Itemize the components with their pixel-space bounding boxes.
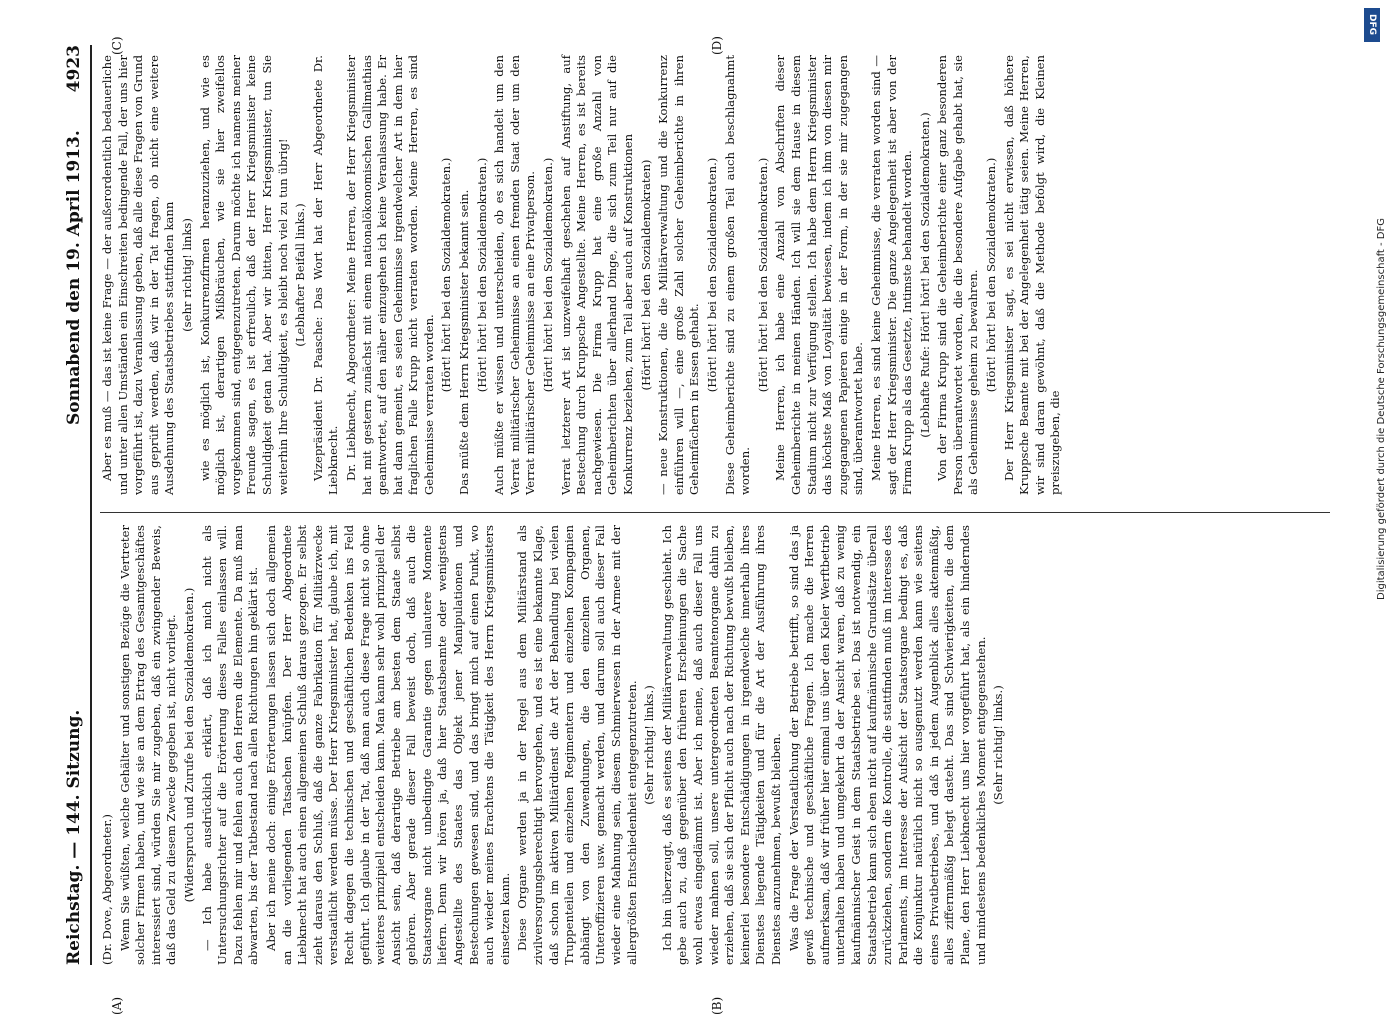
paragraph: Aber es muß — das ist keine Frage — der außerordentlich bedauerliche und unter allen Umständen ein Einschreiten bedingende Fall, der uns hier vorgeführt ist, dazu Veranlassung geben, daß alle diese Fragen von Grund aus geprüft werden, daß wir in der Tat fragen, ob nicht eine weitere Ausdehnung des Staatsbetriebes stattfinden kann xyxy=(100,55,177,495)
margin-mark-a: (A) xyxy=(110,996,124,1015)
paragraph: Meine Herren, ich habe eine Anzahl von Abschriften dieser Geheimberichte in meinen Händen. Ich will sie dem Hause in diesem Stadium nicht zur Verfügung stellen. Ich habe dem Herrn Kriegsminister das höchste Maß von Loyalität bewiesen, indem ich ihm von diesen mir zugegangenen Papieren einige in der Form, in der sie mir zugegangen sind, überantwortet habe. xyxy=(773,55,866,495)
digitization-credit xyxy=(1362,0,1387,1000)
page-number: 4923 xyxy=(64,45,84,93)
paragraph: Auch müßte er wissen und unterscheiden, ob es sich handelt um den Verrat militärischer Geheimnisse an einen fremden Staat oder um den Verrat militärischer Geheimnisse an eine Privatperson. xyxy=(492,55,538,495)
text-column-right xyxy=(100,55,1330,495)
speaker-line: (Dr. Dove, Abgeordneter.) xyxy=(100,814,114,965)
interjection: (Hört! hört! bei den Sozialdemokraten) xyxy=(638,159,653,391)
column-divider xyxy=(100,512,1330,513)
interjection: (sehr richtig! links) xyxy=(179,218,194,332)
paragraph: Aber ich meine doch: einige Erörterungen lassen sich doch allgemein an die vorliegenden Tatsachen knüpfen. Der Herr Abgeordnete Liebknecht hat auch einen allgemeinen Schluß daraus gezogen. Er selbst zieht daraus den Schluß, daß die ganze Fabrikation für Militärzwecke verstaatlicht werden müsse. Der Herr Kriegsminister hat, glaube ich, mit Recht dagegen die technischen und geschäftlichen Bedenken ins Feld geführt. Ich glaube in der Tat, daß man auch diese Frage nicht so ohne weiteres prinzipiell entscheiden kann. Man kann sehr wohl prinzipiell der Ansicht sein, daß derartige Betriebe am besten dem Staate selbst gehören. Aber gerade dieser Fall beweist doch, daß auch die Staatsorgane nicht unbedingte Garantie gegen unlautere Momente liefern. Denn wir hören ja, daß hier Staatsbeamte oder wenigstens Angestellte des Staates das Objekt jener Manipulationen und Bestechungen gewesen sind, und das bringt mich auf einen Punkt, wo auch wieder meines Erachtens die Tätigkeit des Herrn Kriegsministers einsetzen kann. xyxy=(263,525,512,965)
text-column-left xyxy=(100,525,1330,965)
paragraph: Diese Organe werden ja in der Regel aus dem Militärstand als zivilversorgungsberechtigt hervorgehen, und es ist eine bekannte Klage, daß schon im aktiven Militärdienst die Art der Behandlung bei vielen Truppenteilen und einzelnen Regimentern und einzelnen Kompagnien abhängt von den Zuwendungen, die den einzelnen Organen, Unteroffizieren usw. gemacht werden, und darum soll auch dieser Fall wieder eine Mahnung sein, diesem Schmierwesen in der Armee mit der allergrößten Entschiedenheit entgegenzutreten. xyxy=(515,525,639,965)
interjection: (Sehr richtig! links.) xyxy=(642,685,657,805)
paragraph: Das müßte dem Herrn Kriegsminister bekannt sein. xyxy=(457,189,472,495)
interjection: (Lebhafter Beifall links.) xyxy=(293,203,308,347)
paragraph: Wenn Sie wüßten, welche Gehälter und sonstigen Bezüge die Vertreter solcher Firmen haben, und wie sie an dem Ertrag des Gesamtgeschäftes interessiert sind, würden Sie mir zugeben, daß ein zwingender Beweis, daß das Geld zu diesem Zwecke gegeben ist, nicht vorliegt. xyxy=(117,525,179,965)
paragraph: Dr. Liebknecht, Abgeordneter: Meine Herren, der Herr Kriegsminister hat mit gestern zunächst mit einem nationalökonomischen Gallimathias geantwortet, auf den näher einzugehen ich keine Veranlassung habe. Er hat dann gemeint, es seien Geheimnisse irgendwelcher Art in dem hier fraglichen Falle Krupp nicht verraten worden. Meine Herren, es sind Geheimnisse verraten worden. xyxy=(343,55,436,495)
paragraph: Diese Geheimberichte sind zu einem großen Teil auch beschlagnahmt worden. xyxy=(722,55,753,495)
margin-mark-b: (B) xyxy=(710,996,724,1015)
interjection: (Sehr richtig! links.) xyxy=(991,685,1006,805)
margin-mark-c: (C) xyxy=(110,36,124,55)
paragraph: — Ich habe ausdrücklich erklärt, daß ich mich nicht als Untersuchungsrichter auf die Erörterung dieses Falles einlassen will. Dazu fehlen mir und fehlen auch den Herren die Elemente. Da muß man abwarten, bis der Tatbestand nach allen Richtungen hin geklärt ist. xyxy=(199,525,261,965)
credit-text: Digitalisierung gefördert durch die Deutsche Forschungsgemeinschaft - DFG xyxy=(1376,217,1387,600)
dfg-logo: DFG xyxy=(1364,8,1380,42)
interjection: (Hört! hört! bei den Sozialdemokraten.) xyxy=(704,157,719,393)
interjection: (Hört! hört! bei den Sozialdemokraten.) xyxy=(474,157,489,393)
paragraph: wie es möglich ist, Konkurrenzfirmen heranzuziehen, und wie es möglich ist, derartigen Mißbräuchen, wie sie hier zweifellos vorgekommen sind, entgegenzutreten. Darum möchte ich namens meiner Freunde sagen, es ist erfreulich, daß der Herr Kriegsminister keine Schuldigkeit getan hat. Aber wir bitten, Herr Kriegsminister, tun Sie weiterhin Ihre Schuldigkeit, es bleibt noch viel zu tun übrig! xyxy=(197,55,290,495)
interjection: (Lebhafte Rufe: Hört! hört! bei den Sozialdemokraten.) xyxy=(917,112,932,438)
page-header xyxy=(60,45,92,965)
paragraph: Meine Herren, es sind keine Geheimnisse, die verraten worden sind — sagt der Herr Kriegsminister. Die ganze Angelegenheit ist aber von der Firma Krupp als das Gesetzte, Intimste behandelt worden. xyxy=(868,55,915,495)
interjection: (Hört! hört! bei den Sozialdemokraten.) xyxy=(541,157,556,393)
paragraph: Verrat letzterer Art ist unzweifelhaft geschehen auf Anstiftung, auf Bestechung durch Kruppsche Angestellte. Meine Herren, es ist bereits nachgewiesen. Die Firma Krupp hat eine große Anzahl von Geheimberichten über allerhand Dinge, die sich zum Teil nur auf die Konkurrenz beziehen, zum Teil aber auch auf Konstruktionen xyxy=(558,55,635,495)
interjection: (Hört! hört! bei den Sozialdemokraten.) xyxy=(984,157,999,393)
paragraph: Der Herr Kriegsminister sagt, es sei nicht erwiesen, daß höhere Kruppsche Beamte mit bei der Angelegenheit tätig seien. Meine Herren, wir sind daran gewöhnt, daß die Methode befolgt wird, die Kleinen preiszugeben, die xyxy=(1001,55,1063,495)
interjection: (Hört! hört! bei den Sozialdemokraten.) xyxy=(439,157,454,393)
paragraph: Was die Frage der Verstaatlichung der Betriebe betrifft, so sind das ja gewiß technische und geschäftliche Fragen. Ich mache die Herren aufmerksam, daß wir früher hier einmal uns über den Kieler Werftbetrieb unterhalten haben und umgekehrt da der Ansicht waren, daß zu wenig kaufmännischer Geist in dem Staatsbetriebe sei. Das ist notwendig, ein Staatsbetrieb kann sich eben nicht auf kaufmännische Grundsätze überall zurückziehen, sondern die Kontrolle, die stattfinden muß im Interesse des Parlaments, im Interesse der Aufsicht der Staatsorgane bedingt es, daß die Konjunktur natürlich nicht so ausgenutzt werden kann wie seitens eines Privatbetriebes, und daß in jedem Augenblick alles aktenmäßig, alles ziffernmäßig belegt dasteht. Das sind Schwierigkeiten, die dem Plane, den Herr Liebknecht uns hier vorgeführt hat, als ein hinderndes und mindestens bedenkliches Moment entgegenstehen. xyxy=(786,525,988,965)
speaker-announcement: Vizepräsident Dr. Paasche: Das Wort hat der Herr Abgeordnete Dr. Liebknecht. xyxy=(310,55,341,495)
paragraph: Von der Firma Krupp sind die Geheimberichte einer ganz besonderen Person überantwortet worden, die die besondere Aufgabe gehabt hat, sie als Geheimnisse geheim zu bewahren. xyxy=(935,55,981,495)
header-date: Sonnabend den 19. April 1913. xyxy=(64,130,84,425)
interjection: (Widerspruch und Zurufe bei den Sozialdemokraten.) xyxy=(181,587,196,903)
rotated-page xyxy=(60,35,1360,1015)
header-title-left: Reichstag. — 144. Sitzung. xyxy=(64,709,84,965)
paragraph: — neue Konstruktionen, die die Militärverwaltung und die Konkurrenz einführen will —, eine große Zahl solcher Geheimberichte in ihren Geheimfächern in Essen gehabt. xyxy=(656,55,702,495)
interjection: (Hört! hört! bei den Sozialdemokraten.) xyxy=(755,157,770,393)
paragraph: Ich bin überzeugt, daß es seitens der Militärverwaltung geschieht. Ich gebe auch zu, daß gegenüber den früheren Erscheinungen die Sache wohl etwas eingedämmt ist. Aber ich meine, daß auch dieser Fall uns wieder mahnen soll, unsere untergeordneten Beamtenorgane dahin zu erziehen, daß sie sich der Pflicht auch nach der Richtung bewußt bleiben, keinerlei besondere Entschädigungen in irgendwelche innerhalb ihres Dienstes liegende Tätigkeiten und für die Art der Ausführung ihres Dienstes anzunehmen, bewußt bleiben. xyxy=(659,525,783,965)
margin-mark-d: (D) xyxy=(710,36,724,55)
